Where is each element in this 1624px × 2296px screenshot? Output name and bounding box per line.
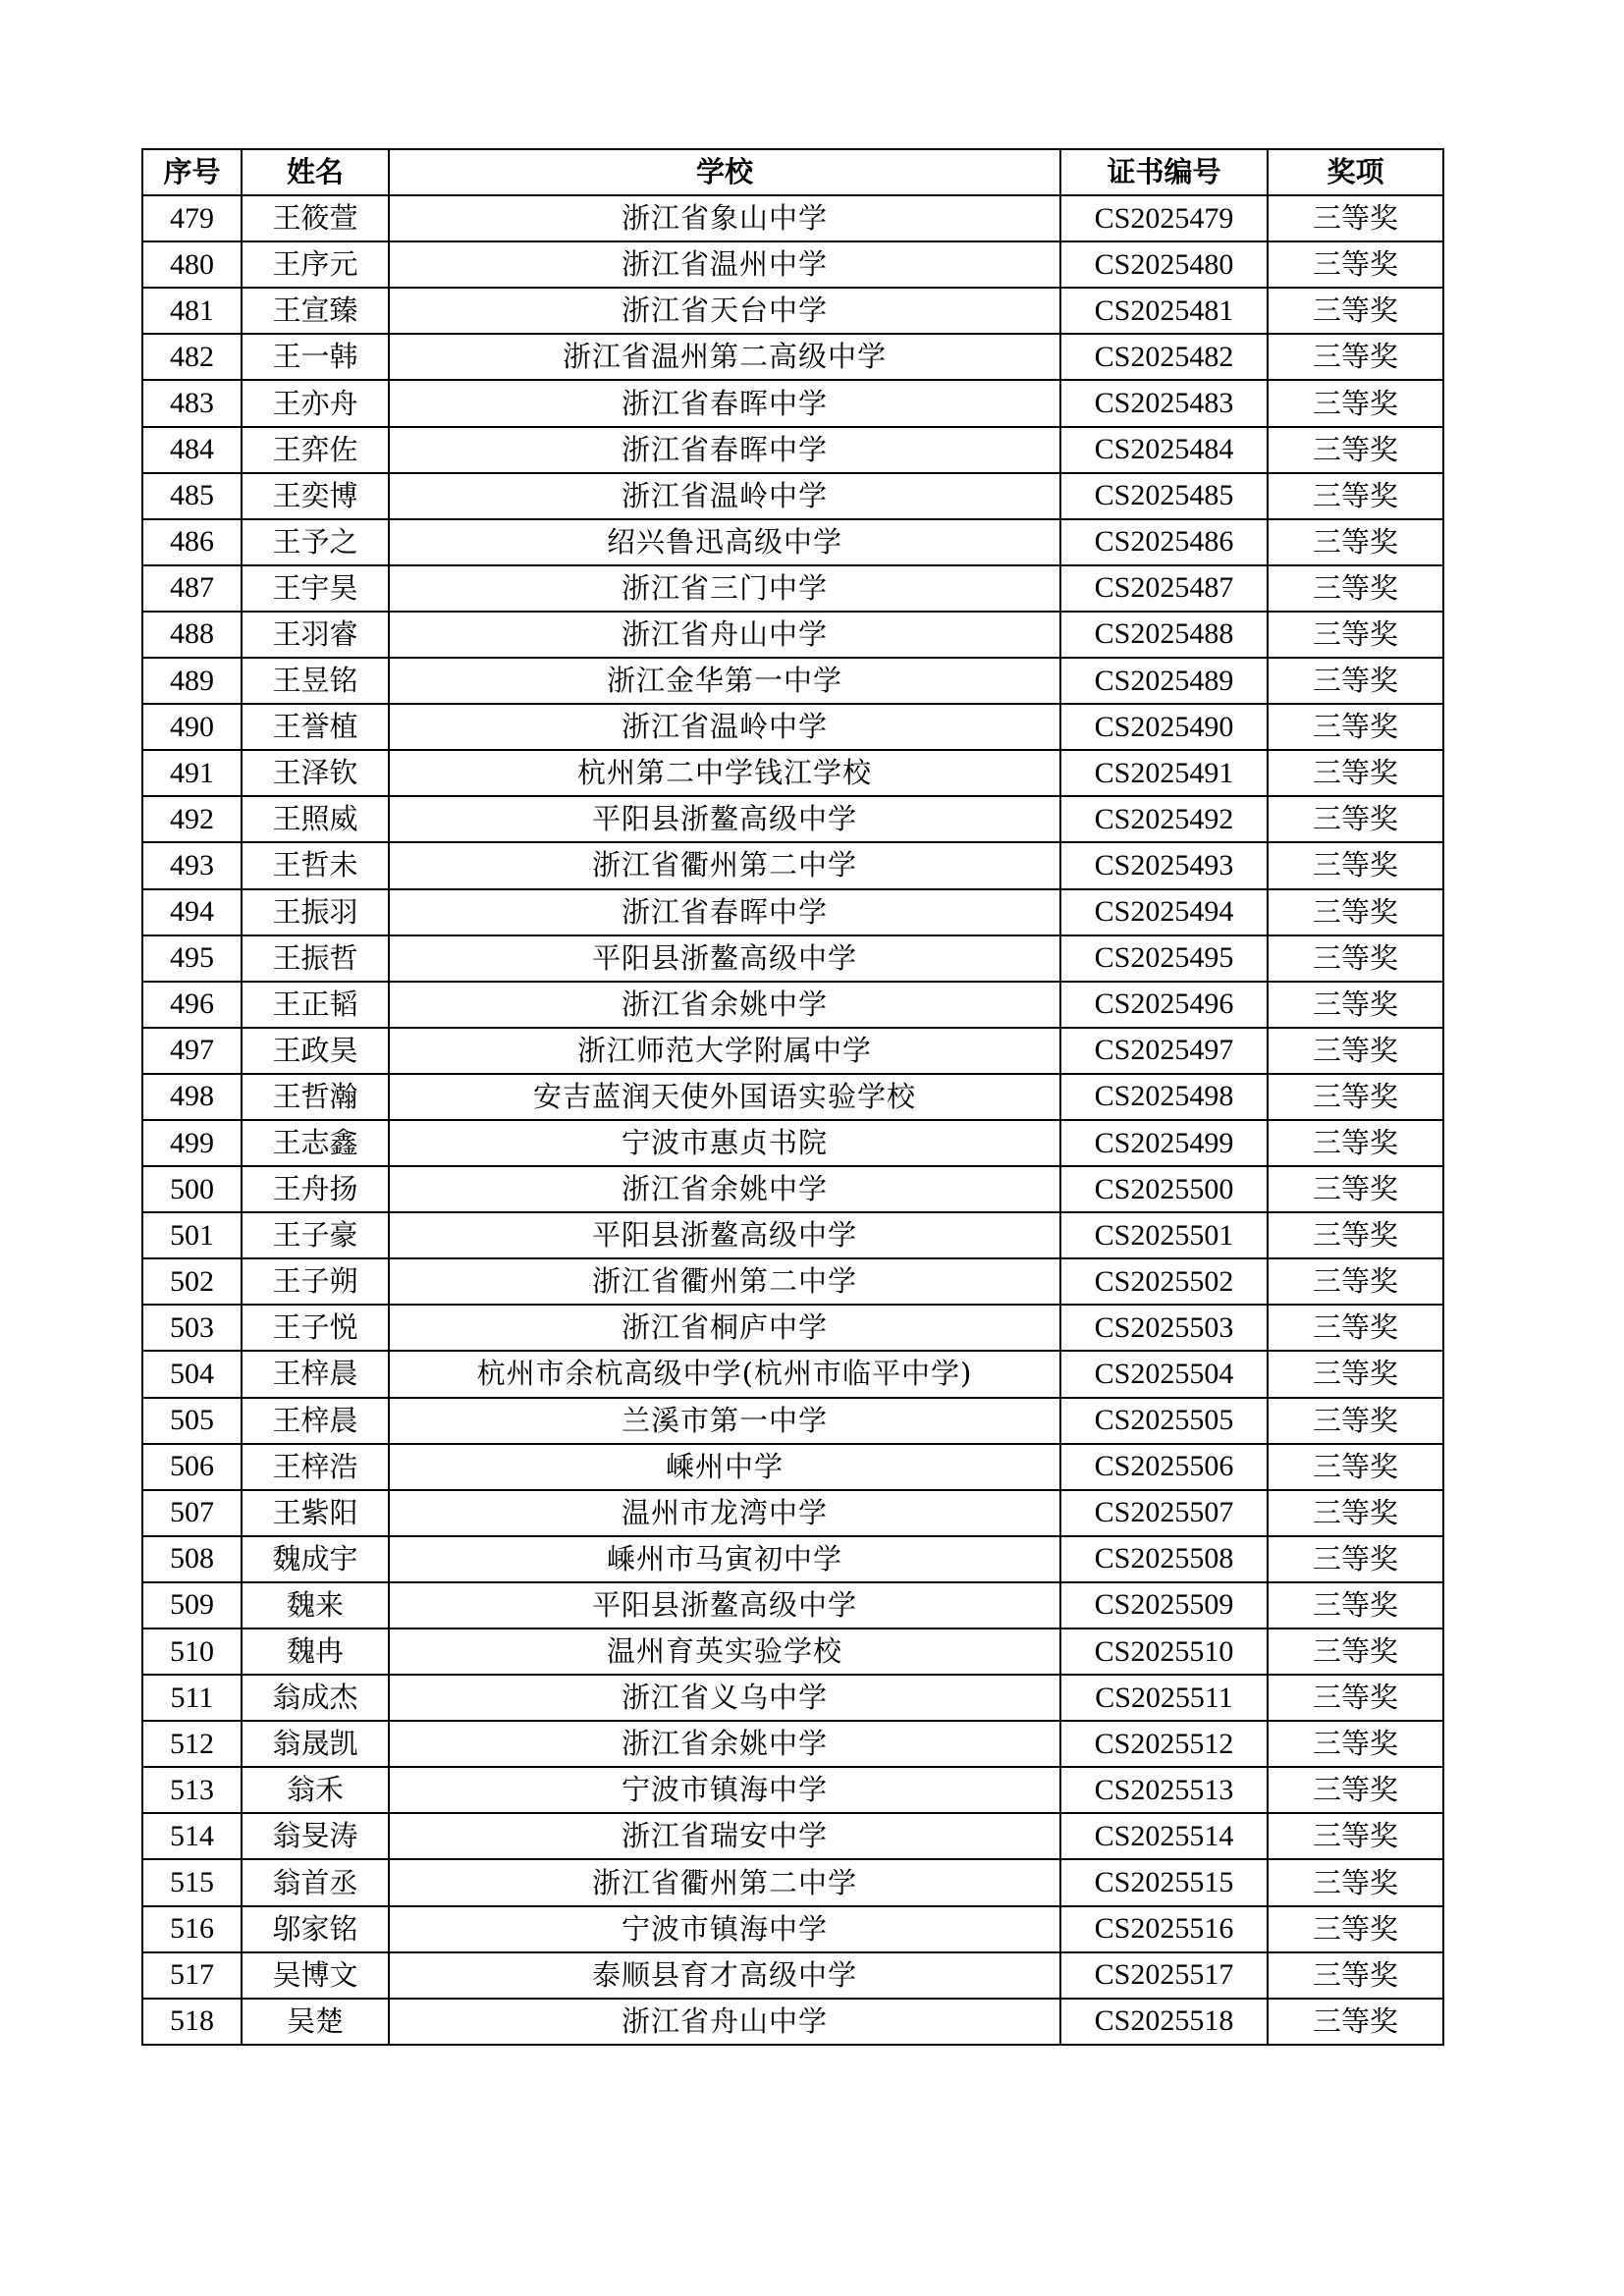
table-row — [142, 1952, 1443, 1999]
cell-cert: CS2025507 — [1060, 1490, 1268, 1536]
table-row — [142, 658, 1443, 704]
table-row — [142, 334, 1443, 380]
cell-award: 三等奖 — [1268, 704, 1443, 750]
cell-cert: CS2025493 — [1060, 842, 1268, 888]
cell-school: 浙江省天台中学 — [389, 288, 1060, 334]
table-row — [142, 565, 1443, 612]
cell-cert: CS2025500 — [1060, 1166, 1268, 1212]
cell-award: 三等奖 — [1268, 1444, 1443, 1490]
cell-award: 三等奖 — [1268, 519, 1443, 565]
cell-school: 温州育英实验学校 — [389, 1629, 1060, 1675]
table-row — [142, 1675, 1443, 1721]
cell-award: 三等奖 — [1268, 241, 1443, 288]
cell-school: 浙江省余姚中学 — [389, 982, 1060, 1028]
cell-school: 浙江省衢州第二中学 — [389, 1859, 1060, 1905]
cell-seq: 511 — [142, 1675, 242, 1721]
cell-cert: CS2025511 — [1060, 1675, 1268, 1721]
table-row — [142, 889, 1443, 935]
cell-seq: 518 — [142, 1999, 242, 2045]
cell-name: 王子豪 — [242, 1212, 389, 1258]
cell-cert: CS2025485 — [1060, 473, 1268, 519]
cell-seq: 502 — [142, 1258, 242, 1305]
cell-school: 绍兴鲁迅高级中学 — [389, 519, 1060, 565]
cell-cert: CS2025495 — [1060, 935, 1268, 982]
cell-name: 王子朔 — [242, 1258, 389, 1305]
cell-school: 浙江省温岭中学 — [389, 473, 1060, 519]
cell-award: 三等奖 — [1268, 1999, 1443, 2045]
cell-school: 平阳县浙鳌高级中学 — [389, 1582, 1060, 1629]
table-body — [142, 195, 1443, 2045]
cell-cert: CS2025518 — [1060, 1999, 1268, 2045]
cell-name: 王宇昊 — [242, 565, 389, 612]
cell-name: 魏成宇 — [242, 1536, 389, 1582]
table-row — [142, 1767, 1443, 1813]
cell-award: 三等奖 — [1268, 1028, 1443, 1074]
cell-seq: 482 — [142, 334, 242, 380]
cell-cert: CS2025482 — [1060, 334, 1268, 380]
table-row — [142, 1351, 1443, 1397]
cell-cert: CS2025510 — [1060, 1629, 1268, 1675]
table-header — [142, 149, 1443, 195]
table-row — [142, 288, 1443, 334]
cell-seq: 516 — [142, 1906, 242, 1952]
cell-name: 翁旻涛 — [242, 1813, 389, 1859]
cell-name: 吴楚 — [242, 1999, 389, 2045]
cell-name: 翁成杰 — [242, 1675, 389, 1721]
cell-cert: CS2025502 — [1060, 1258, 1268, 1305]
cell-school: 平阳县浙鳌高级中学 — [389, 1212, 1060, 1258]
table-row — [142, 241, 1443, 288]
table-row — [142, 1721, 1443, 1767]
cell-name: 王一韩 — [242, 334, 389, 380]
cell-name: 王昱铭 — [242, 658, 389, 704]
cell-seq: 494 — [142, 889, 242, 935]
cell-cert: CS2025488 — [1060, 612, 1268, 658]
cell-seq: 481 — [142, 288, 242, 334]
table-row — [142, 842, 1443, 888]
table-row — [142, 1074, 1443, 1120]
cell-seq: 513 — [142, 1767, 242, 1813]
table-row — [142, 427, 1443, 473]
cell-seq: 484 — [142, 427, 242, 473]
cell-name: 王舟扬 — [242, 1166, 389, 1212]
table-row — [142, 1398, 1443, 1444]
cell-name: 王哲未 — [242, 842, 389, 888]
cell-seq: 509 — [142, 1582, 242, 1629]
cell-name: 邬家铭 — [242, 1906, 389, 1952]
cell-seq: 499 — [142, 1120, 242, 1166]
cell-award: 三等奖 — [1268, 1305, 1443, 1351]
cell-seq: 496 — [142, 982, 242, 1028]
cell-school: 浙江省象山中学 — [389, 195, 1060, 241]
cell-award: 三等奖 — [1268, 1490, 1443, 1536]
cell-name: 王宣臻 — [242, 288, 389, 334]
cell-seq: 498 — [142, 1074, 242, 1120]
cell-award: 三等奖 — [1268, 288, 1443, 334]
cell-cert: CS2025509 — [1060, 1582, 1268, 1629]
cell-award: 三等奖 — [1268, 1398, 1443, 1444]
header-name: 姓名 — [242, 149, 389, 195]
cell-award: 三等奖 — [1268, 658, 1443, 704]
cell-school: 浙江省舟山中学 — [389, 612, 1060, 658]
cell-name: 翁禾 — [242, 1767, 389, 1813]
cell-name: 王予之 — [242, 519, 389, 565]
cell-seq: 500 — [142, 1166, 242, 1212]
table-row — [142, 1258, 1443, 1305]
cell-school: 浙江省义乌中学 — [389, 1675, 1060, 1721]
table-row — [142, 1629, 1443, 1675]
cell-name: 吴博文 — [242, 1952, 389, 1999]
table-row — [142, 612, 1443, 658]
cell-name: 王梓浩 — [242, 1444, 389, 1490]
cell-award: 三等奖 — [1268, 1767, 1443, 1813]
cell-award: 三等奖 — [1268, 1536, 1443, 1582]
cell-seq: 505 — [142, 1398, 242, 1444]
cell-school: 浙江省衢州第二中学 — [389, 842, 1060, 888]
cell-award: 三等奖 — [1268, 1952, 1443, 1999]
cell-name: 王弈佐 — [242, 427, 389, 473]
cell-name: 王政昊 — [242, 1028, 389, 1074]
cell-cert: CS2025480 — [1060, 241, 1268, 288]
cell-school: 浙江省春晖中学 — [389, 427, 1060, 473]
table-row — [142, 1906, 1443, 1952]
cell-award: 三等奖 — [1268, 1120, 1443, 1166]
cell-seq: 493 — [142, 842, 242, 888]
table-row — [142, 796, 1443, 842]
table-row — [142, 1444, 1443, 1490]
cell-seq: 492 — [142, 796, 242, 842]
table-row — [142, 1999, 1443, 2045]
cell-seq: 489 — [142, 658, 242, 704]
cell-name: 王誉植 — [242, 704, 389, 750]
cell-seq: 501 — [142, 1212, 242, 1258]
cell-school: 浙江金华第一中学 — [389, 658, 1060, 704]
table-row — [142, 1120, 1443, 1166]
cell-name: 王照威 — [242, 796, 389, 842]
cell-school: 浙江师范大学附属中学 — [389, 1028, 1060, 1074]
header-school: 学校 — [389, 149, 1060, 195]
cell-school: 浙江省春晖中学 — [389, 380, 1060, 426]
cell-school: 浙江省桐庐中学 — [389, 1305, 1060, 1351]
cell-award: 三等奖 — [1268, 935, 1443, 982]
table-row — [142, 1028, 1443, 1074]
cell-seq: 506 — [142, 1444, 242, 1490]
cell-seq: 515 — [142, 1859, 242, 1905]
cell-name: 王振羽 — [242, 889, 389, 935]
cell-cert: CS2025496 — [1060, 982, 1268, 1028]
cell-cert: CS2025501 — [1060, 1212, 1268, 1258]
cell-school: 浙江省余姚中学 — [389, 1166, 1060, 1212]
header-cert: 证书编号 — [1060, 149, 1268, 195]
cell-seq: 488 — [142, 612, 242, 658]
cell-name: 王正韬 — [242, 982, 389, 1028]
cell-name: 王哲瀚 — [242, 1074, 389, 1120]
cell-school: 浙江省温州中学 — [389, 241, 1060, 288]
table-row — [142, 519, 1443, 565]
cell-cert: CS2025483 — [1060, 380, 1268, 426]
cell-award: 三等奖 — [1268, 380, 1443, 426]
cell-award: 三等奖 — [1268, 1906, 1443, 1952]
cell-seq: 485 — [142, 473, 242, 519]
cell-name: 王紫阳 — [242, 1490, 389, 1536]
table-row — [142, 1490, 1443, 1536]
cell-seq: 490 — [142, 704, 242, 750]
cell-cert: CS2025514 — [1060, 1813, 1268, 1859]
cell-cert: CS2025516 — [1060, 1906, 1268, 1952]
cell-award: 三等奖 — [1268, 796, 1443, 842]
cell-seq: 517 — [142, 1952, 242, 1999]
cell-award: 三等奖 — [1268, 1813, 1443, 1859]
cell-name: 翁首丞 — [242, 1859, 389, 1905]
cell-cert: CS2025506 — [1060, 1444, 1268, 1490]
cell-name: 王奕博 — [242, 473, 389, 519]
table-row — [142, 380, 1443, 426]
cell-name: 魏来 — [242, 1582, 389, 1629]
cell-award: 三等奖 — [1268, 565, 1443, 612]
cell-award: 三等奖 — [1268, 982, 1443, 1028]
table-row — [142, 473, 1443, 519]
cell-seq: 503 — [142, 1305, 242, 1351]
cell-seq: 480 — [142, 241, 242, 288]
cell-school: 浙江省舟山中学 — [389, 1999, 1060, 2045]
cell-name: 王亦舟 — [242, 380, 389, 426]
cell-award: 三等奖 — [1268, 1859, 1443, 1905]
cell-cert: CS2025484 — [1060, 427, 1268, 473]
table-row — [142, 1305, 1443, 1351]
cell-cert: CS2025489 — [1060, 658, 1268, 704]
cell-cert: CS2025490 — [1060, 704, 1268, 750]
cell-award: 三等奖 — [1268, 1212, 1443, 1258]
cell-seq: 514 — [142, 1813, 242, 1859]
cell-award: 三等奖 — [1268, 1258, 1443, 1305]
table-row — [142, 1536, 1443, 1582]
cell-award: 三等奖 — [1268, 473, 1443, 519]
cell-cert: CS2025491 — [1060, 750, 1268, 796]
cell-name: 王筱萱 — [242, 195, 389, 241]
cell-seq: 491 — [142, 750, 242, 796]
cell-school: 兰溪市第一中学 — [389, 1398, 1060, 1444]
cell-school: 杭州第二中学钱江学校 — [389, 750, 1060, 796]
cell-school: 浙江省瑞安中学 — [389, 1813, 1060, 1859]
cell-cert: CS2025481 — [1060, 288, 1268, 334]
table-row — [142, 1212, 1443, 1258]
cell-cert: CS2025515 — [1060, 1859, 1268, 1905]
cell-seq: 510 — [142, 1629, 242, 1675]
cell-name: 翁晟凯 — [242, 1721, 389, 1767]
cell-school: 平阳县浙鳌高级中学 — [389, 796, 1060, 842]
cell-school: 浙江省衢州第二中学 — [389, 1258, 1060, 1305]
table-row — [142, 935, 1443, 982]
cell-cert: CS2025504 — [1060, 1351, 1268, 1397]
cell-award: 三等奖 — [1268, 889, 1443, 935]
table-row — [142, 1166, 1443, 1212]
cell-seq: 507 — [142, 1490, 242, 1536]
cell-award: 三等奖 — [1268, 1721, 1443, 1767]
cell-cert: CS2025499 — [1060, 1120, 1268, 1166]
cell-school: 宁波市镇海中学 — [389, 1767, 1060, 1813]
cell-name: 王子悦 — [242, 1305, 389, 1351]
cell-school: 杭州市余杭高级中学(杭州市临平中学) — [389, 1351, 1060, 1397]
table-row — [142, 1859, 1443, 1905]
cell-seq: 512 — [142, 1721, 242, 1767]
cell-school: 泰顺县育才高级中学 — [389, 1952, 1060, 1999]
cell-seq: 486 — [142, 519, 242, 565]
cell-award: 三等奖 — [1268, 1074, 1443, 1120]
cell-award: 三等奖 — [1268, 1675, 1443, 1721]
cell-seq: 495 — [142, 935, 242, 982]
cell-cert: CS2025492 — [1060, 796, 1268, 842]
cell-cert: CS2025505 — [1060, 1398, 1268, 1444]
cell-award: 三等奖 — [1268, 612, 1443, 658]
cell-award: 三等奖 — [1268, 1582, 1443, 1629]
cell-seq: 497 — [142, 1028, 242, 1074]
cell-award: 三等奖 — [1268, 427, 1443, 473]
cell-cert: CS2025497 — [1060, 1028, 1268, 1074]
table-row — [142, 704, 1443, 750]
cell-name: 王志鑫 — [242, 1120, 389, 1166]
cell-cert: CS2025512 — [1060, 1721, 1268, 1767]
header-row — [142, 149, 1443, 195]
cell-cert: CS2025494 — [1060, 889, 1268, 935]
cell-school: 浙江省余姚中学 — [389, 1721, 1060, 1767]
header-award: 奖项 — [1268, 149, 1443, 195]
cell-cert: CS2025487 — [1060, 565, 1268, 612]
cell-name: 王振哲 — [242, 935, 389, 982]
cell-school: 嵊州中学 — [389, 1444, 1060, 1490]
table-row — [142, 750, 1443, 796]
cell-school: 嵊州市马寅初中学 — [389, 1536, 1060, 1582]
cell-cert: CS2025513 — [1060, 1767, 1268, 1813]
cell-school: 宁波市惠贞书院 — [389, 1120, 1060, 1166]
cell-cert: CS2025498 — [1060, 1074, 1268, 1120]
cell-award: 三等奖 — [1268, 334, 1443, 380]
cell-seq: 479 — [142, 195, 242, 241]
table-row — [142, 1582, 1443, 1629]
cell-school: 平阳县浙鳌高级中学 — [389, 935, 1060, 982]
cell-award: 三等奖 — [1268, 842, 1443, 888]
table-row — [142, 1813, 1443, 1859]
cell-award: 三等奖 — [1268, 1629, 1443, 1675]
cell-name: 王梓晨 — [242, 1398, 389, 1444]
cell-name: 王序元 — [242, 241, 389, 288]
award-table — [141, 148, 1444, 2046]
cell-cert: CS2025508 — [1060, 1536, 1268, 1582]
cell-award: 三等奖 — [1268, 1351, 1443, 1397]
cell-school: 宁波市镇海中学 — [389, 1906, 1060, 1952]
cell-award: 三等奖 — [1268, 1166, 1443, 1212]
cell-name: 王羽睿 — [242, 612, 389, 658]
cell-seq: 504 — [142, 1351, 242, 1397]
cell-award: 三等奖 — [1268, 195, 1443, 241]
cell-cert: CS2025479 — [1060, 195, 1268, 241]
cell-seq: 508 — [142, 1536, 242, 1582]
table-row — [142, 195, 1443, 241]
cell-school: 安吉蓝润天使外国语实验学校 — [389, 1074, 1060, 1120]
cell-cert: CS2025486 — [1060, 519, 1268, 565]
table-row — [142, 982, 1443, 1028]
cell-school: 浙江省春晖中学 — [389, 889, 1060, 935]
cell-school: 浙江省三门中学 — [389, 565, 1060, 612]
cell-school: 温州市龙湾中学 — [389, 1490, 1060, 1536]
header-seq: 序号 — [142, 149, 242, 195]
cell-name: 王梓晨 — [242, 1351, 389, 1397]
cell-seq: 483 — [142, 380, 242, 426]
cell-school: 浙江省温州第二高级中学 — [389, 334, 1060, 380]
cell-seq: 487 — [142, 565, 242, 612]
cell-cert: CS2025503 — [1060, 1305, 1268, 1351]
cell-name: 王泽钦 — [242, 750, 389, 796]
cell-name: 魏冉 — [242, 1629, 389, 1675]
cell-award: 三等奖 — [1268, 750, 1443, 796]
cell-cert: CS2025517 — [1060, 1952, 1268, 1999]
cell-school: 浙江省温岭中学 — [389, 704, 1060, 750]
